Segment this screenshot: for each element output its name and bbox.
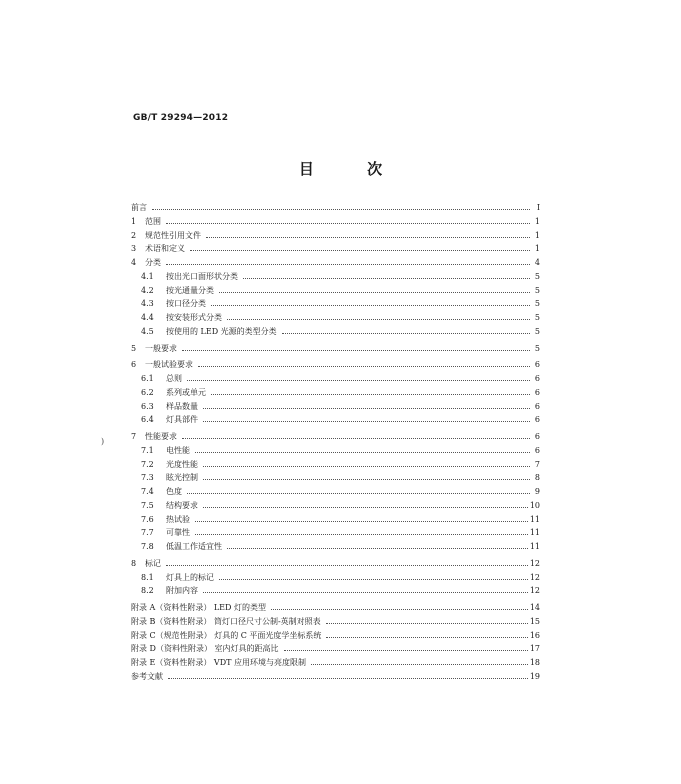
toc-title: 目 次 xyxy=(298,160,407,178)
toc-entry-number: 4.2 xyxy=(141,285,154,295)
toc-entry-number: 7.7 xyxy=(141,528,154,538)
toc-entry-number: 7.3 xyxy=(141,473,154,483)
toc-entry-number: 6 xyxy=(131,360,137,370)
toc-entry[interactable] xyxy=(131,242,540,256)
toc-entry-number: 7.6 xyxy=(141,514,154,524)
dot-leader xyxy=(166,222,530,224)
toc-entry-page: 11 xyxy=(529,514,540,524)
toc-entry[interactable] xyxy=(131,557,540,571)
toc-entry-page: 9 xyxy=(534,487,540,496)
toc-entry-page: 17 xyxy=(529,644,540,654)
dot-leader xyxy=(227,547,528,549)
toc-entry-page: 12 xyxy=(529,572,540,582)
toc-entry[interactable] xyxy=(131,311,540,325)
standard-code: GB/T 29294—2012 xyxy=(133,113,229,123)
toc-entry-number: 8.2 xyxy=(141,586,154,596)
dot-leader xyxy=(190,249,530,251)
toc-entry[interactable] xyxy=(131,526,540,540)
toc-entry[interactable] xyxy=(131,615,540,629)
toc-entry-label: 眩光控制 xyxy=(166,473,198,483)
toc-entry[interactable] xyxy=(131,499,540,513)
dot-leader xyxy=(311,663,528,665)
dot-leader xyxy=(203,465,530,467)
toc-entry[interactable] xyxy=(131,656,540,670)
toc-entry-label: 一般要求 xyxy=(145,343,177,353)
dot-leader xyxy=(187,492,530,494)
toc-entry-number: 6.4 xyxy=(141,415,154,425)
dot-leader xyxy=(203,506,528,508)
toc-entry[interactable] xyxy=(131,458,540,472)
toc-entry-number: 4.5 xyxy=(141,326,154,336)
toc-entry-number: 4.3 xyxy=(141,299,154,309)
toc-entry-label: 分类 xyxy=(145,258,161,267)
toc-entry[interactable] xyxy=(131,601,540,615)
toc-entry[interactable] xyxy=(131,325,540,339)
toc-entry[interactable] xyxy=(131,413,540,427)
toc-entry-number: 7.1 xyxy=(141,445,154,455)
toc-entry-page: 12 xyxy=(529,586,540,596)
dot-leader xyxy=(168,677,528,679)
toc-entry-number: 6.1 xyxy=(141,374,154,383)
toc-entry[interactable] xyxy=(131,386,540,400)
toc-entry-page: 6 xyxy=(534,445,540,455)
toc-entry-number: 7 xyxy=(131,432,137,441)
toc-entry-page: 18 xyxy=(529,658,540,667)
toc-entry-label: 热试验 xyxy=(166,514,190,524)
toc-entry-label: 前言 xyxy=(131,203,147,212)
toc-entry[interactable] xyxy=(131,270,540,284)
toc-entry-number: 8 xyxy=(131,558,137,568)
dot-leader xyxy=(203,478,530,480)
toc-entry-page: 10 xyxy=(529,500,540,510)
toc-entry[interactable] xyxy=(131,256,540,270)
margin-mark: ) xyxy=(101,437,105,446)
toc-entry-label: 光度性能 xyxy=(166,459,198,469)
toc-entry-number: 7.4 xyxy=(141,487,154,496)
dot-leader xyxy=(182,349,530,351)
toc-entry-label: 附加内容 xyxy=(166,586,198,596)
toc-entry-label: 术语和定义 xyxy=(145,244,185,254)
toc-entry-page: 6 xyxy=(534,415,540,425)
dot-leader xyxy=(203,591,528,593)
toc-entry-label: 范围 xyxy=(145,216,161,226)
toc-entry-label: 附录 B（资料性附录） 筒灯口径尺寸公制-英制对照表 xyxy=(131,616,321,626)
toc-entry-label: 按使用的 LED 光源的类型分类 xyxy=(166,326,277,336)
toc-entry[interactable] xyxy=(131,584,540,598)
toc-entry-number: 4.4 xyxy=(141,313,154,322)
toc-entry-label: 性能要求 xyxy=(145,432,177,441)
toc-entry-page: 5 xyxy=(534,285,540,295)
toc-entry-number: 6.3 xyxy=(141,401,154,411)
toc-entry[interactable] xyxy=(131,444,540,458)
toc-entry-page: 5 xyxy=(534,326,540,336)
toc-entry-label: 附录 A（资料性附录） LED 灯的类型 xyxy=(131,603,266,612)
toc-entry-label: 灯具部件 xyxy=(166,415,198,425)
toc-entry[interactable] xyxy=(131,485,540,499)
toc-entry-label: 色度 xyxy=(166,487,182,496)
toc-entry-number: 2 xyxy=(131,230,137,240)
toc-entry-label: 灯具上的标记 xyxy=(166,572,214,582)
dot-leader xyxy=(166,263,530,265)
toc-entry-page: 4 xyxy=(534,258,540,267)
toc-entry-number: 4.1 xyxy=(141,271,154,281)
dot-leader xyxy=(166,564,528,566)
dot-leader xyxy=(182,437,530,439)
toc-entry-page: 1 xyxy=(534,216,540,226)
toc-entry-label: 附录 C（规范性附录） 灯具的 C 平面光度学坐标系统 xyxy=(131,630,322,640)
toc-entry[interactable] xyxy=(131,215,540,229)
toc-entry-page: 5 xyxy=(534,313,540,322)
toc-entry-label: 总则 xyxy=(166,374,182,383)
toc-entry-label: 附录 D（资料性附录） 室内灯具的距高比 xyxy=(131,644,279,654)
toc-entry-number: 7.2 xyxy=(141,459,154,469)
toc-entry[interactable] xyxy=(131,670,540,684)
toc-entry[interactable] xyxy=(131,342,540,356)
dot-leader xyxy=(219,578,528,580)
toc-entry-page: 6 xyxy=(534,401,540,411)
dot-leader xyxy=(203,420,530,422)
toc-entry-page: 12 xyxy=(529,558,540,568)
toc-entry[interactable] xyxy=(131,229,540,243)
toc-entry-page: 6 xyxy=(534,374,540,383)
toc-entry[interactable] xyxy=(131,629,540,643)
toc-entry[interactable] xyxy=(131,430,540,444)
toc-entry-number: 7.8 xyxy=(141,542,154,551)
dot-leader xyxy=(326,622,528,624)
dot-leader xyxy=(243,277,530,279)
dot-leader xyxy=(195,451,530,453)
toc-entry-page: 6 xyxy=(534,432,540,441)
toc-entry-page: 11 xyxy=(529,528,540,538)
toc-entry[interactable] xyxy=(131,513,540,527)
toc-entry-label: 标记 xyxy=(145,558,161,568)
toc-entry-page: 15 xyxy=(529,616,540,626)
dot-leader xyxy=(198,365,530,367)
toc-entry-number: 8.1 xyxy=(141,572,154,582)
toc-entry-page: 1 xyxy=(534,244,540,254)
toc-entry[interactable] xyxy=(131,358,540,372)
toc-entry[interactable] xyxy=(131,540,540,554)
toc-entry-label: 可靠性 xyxy=(166,528,190,538)
toc-entry-label: 按口径分类 xyxy=(166,299,206,309)
toc-entry-label: 系列或单元 xyxy=(166,387,206,397)
toc-entry-label: 样品数量 xyxy=(166,401,198,411)
dot-leader xyxy=(211,304,530,306)
toc-entry-label: 电性能 xyxy=(166,445,190,455)
toc-entry-page: 19 xyxy=(529,671,540,681)
toc-entry[interactable] xyxy=(131,372,540,386)
toc-entry[interactable] xyxy=(131,471,540,485)
dot-leader xyxy=(187,379,530,381)
dot-leader xyxy=(152,208,530,210)
dot-leader xyxy=(271,608,528,610)
toc-entry-label: 一般试验要求 xyxy=(145,360,193,370)
toc-entry-page: 7 xyxy=(534,459,540,469)
toc-entry-number: 7.5 xyxy=(141,500,154,510)
table-of-contents xyxy=(131,201,540,684)
dot-leader xyxy=(227,318,530,320)
toc-entry-label: 参考文献 xyxy=(131,671,163,681)
toc-entry-label: 按安装形式分类 xyxy=(166,313,222,322)
dot-leader xyxy=(195,520,528,522)
toc-entry-page: 5 xyxy=(534,343,540,353)
toc-entry-page: 11 xyxy=(529,542,540,551)
toc-entry[interactable] xyxy=(131,284,540,298)
toc-entry[interactable] xyxy=(131,571,540,585)
toc-entry-number: 4 xyxy=(131,258,137,267)
toc-entry-page: 5 xyxy=(534,271,540,281)
dot-leader xyxy=(203,407,530,409)
toc-entry[interactable] xyxy=(131,642,540,656)
dot-leader xyxy=(282,332,530,334)
toc-entry-page: 6 xyxy=(534,387,540,397)
toc-entry-label: 结构要求 xyxy=(166,500,198,510)
toc-entry[interactable] xyxy=(131,400,540,414)
toc-entry[interactable] xyxy=(131,201,540,215)
dot-leader xyxy=(284,649,528,651)
toc-entry[interactable] xyxy=(131,297,540,311)
toc-entry-label: 按光通量分类 xyxy=(166,285,214,295)
toc-entry-label: 低温工作适宜性 xyxy=(166,542,222,551)
toc-entry-number: 1 xyxy=(131,216,137,226)
toc-entry-number: 6.2 xyxy=(141,387,154,397)
toc-entry-label: 附录 E（资料性附录） VDT 应用环境与亮度限制 xyxy=(131,658,306,667)
toc-entry-page: 1 xyxy=(534,230,540,240)
toc-entry-label: 按出光口面形状分类 xyxy=(166,271,238,281)
dot-leader xyxy=(195,533,528,535)
toc-entry-page: 8 xyxy=(534,473,540,483)
dot-leader xyxy=(219,291,530,293)
dot-leader xyxy=(211,393,530,395)
toc-entry-page: 6 xyxy=(534,360,540,370)
dot-leader xyxy=(326,636,527,638)
toc-entry-page: Ⅰ xyxy=(536,203,540,212)
toc-entry-page: 5 xyxy=(534,299,540,309)
toc-entry-label: 规范性引用文件 xyxy=(145,230,201,240)
toc-entry-page: 14 xyxy=(529,603,540,612)
dot-leader xyxy=(206,236,530,238)
toc-entry-number: 5 xyxy=(131,343,137,353)
toc-entry-page: 16 xyxy=(529,630,540,640)
toc-entry-number: 3 xyxy=(131,244,137,254)
